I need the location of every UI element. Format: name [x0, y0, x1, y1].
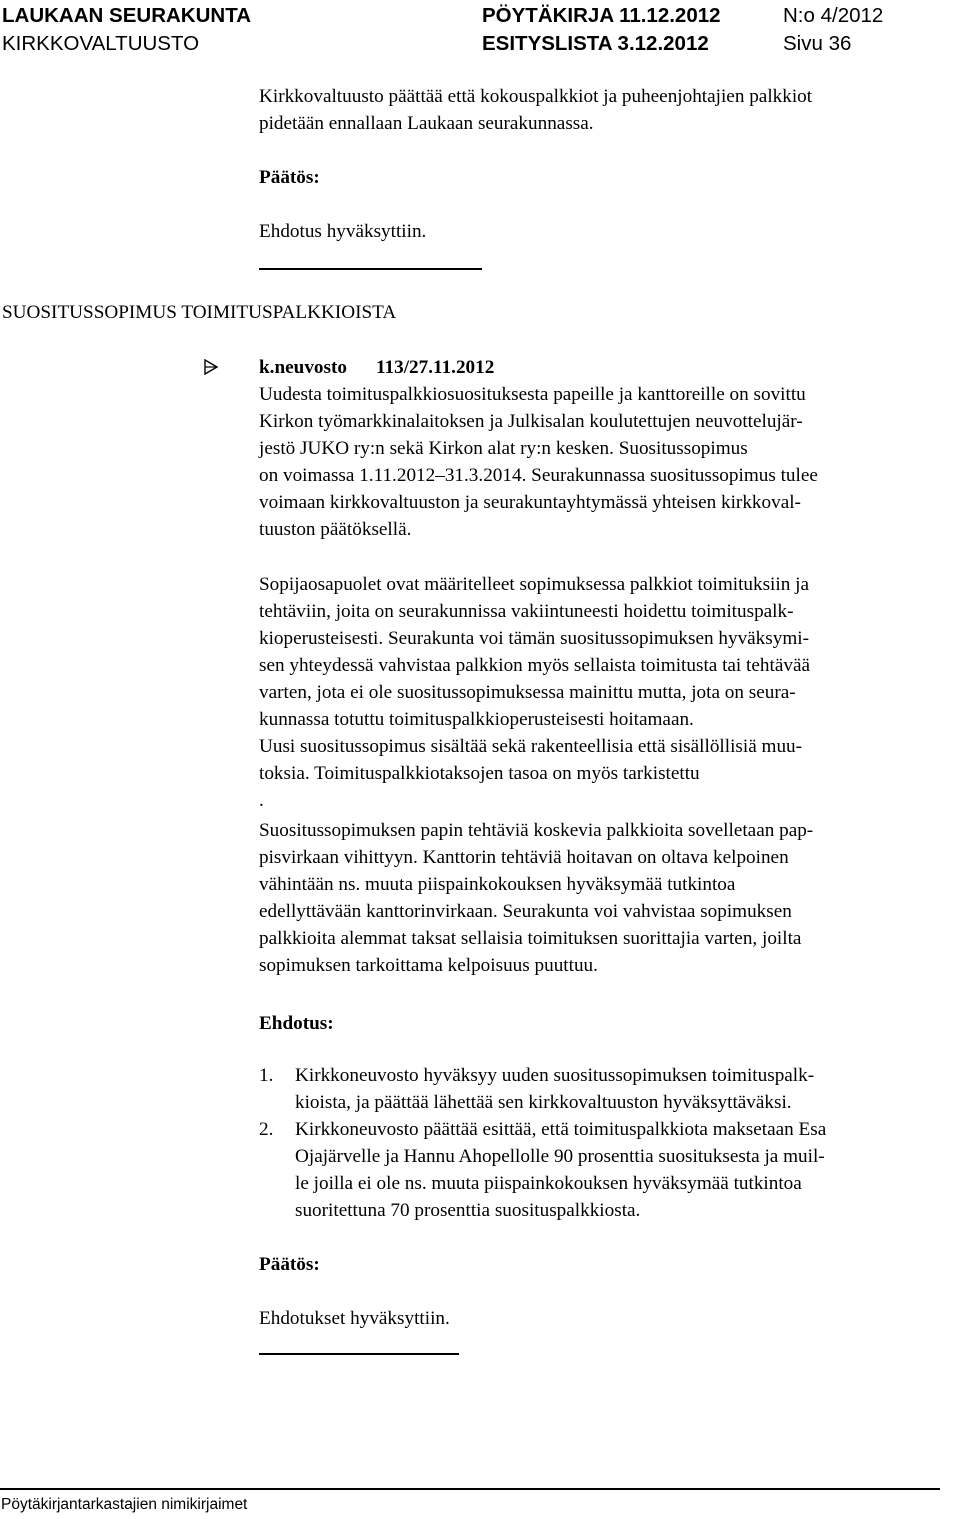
text-line: kioperusteisesti. Seurakunta voi tämän suositussopimuksen hyväksymi-	[259, 628, 809, 649]
decision-text: Ehdotus hyväksyttiin.	[259, 221, 427, 242]
text-line: on voimassa 1.11.2012–31.3.2014. Seurakunnassa suositussopimus tulee	[259, 465, 818, 486]
text-line: kunnassa totuttu toimituspalkkioperusteisesti hoitamaan.	[259, 709, 694, 730]
text-line: le joilla ei ole ns. muuta piispainkokouksen hyväksymää tutkintoa	[295, 1173, 802, 1194]
minutes-date: PÖYTÄKIRJA 11.12.2012	[482, 4, 721, 27]
separator-line	[259, 268, 482, 270]
text-line: edellyttävään kanttorinvirkaan. Seurakunta voi vahvistaa sopimuksen	[259, 901, 792, 922]
text-line: Uusi suositussopimus sisältää sekä rakenteellisia että sisällöllisiä muu-	[259, 736, 803, 757]
text-line: sen yhteydessä vahvistaa palkkion myös sellaista toimitusta tai tehtävää	[259, 655, 810, 676]
arrow-symbol-icon	[202, 354, 220, 384]
text-line: Suositussopimuksen papin tehtäviä koskevia palkkioita sovelletaan pap-	[259, 820, 814, 841]
footer-signatures: Pöytäkirjantarkastajien nimikirjaimet	[1, 1496, 248, 1513]
body-name: KIRKKOVALTUUSTO	[2, 32, 200, 55]
text-line: voimaan kirkkovaltuuston ja seurakuntayhtymässä yhteisen kirkkoval-	[259, 492, 801, 513]
text-line: suoritettuna 70 prosenttia suosituspalkkiosta.	[295, 1200, 641, 1221]
text-line: Uudesta toimituspalkkiosuosituksesta papeille ja kanttoreille on sovittu	[259, 384, 806, 405]
separator-line	[259, 1353, 459, 1355]
text-line: pisvirkaan vihittyyn. Kanttorin tehtäviä hoitavan on oltava kelpoinen	[259, 847, 789, 868]
text-line: palkkioita alemmat taksat sellaisia toimituksen suorittajia varten, joilta	[259, 928, 802, 949]
footer-rule	[0, 1488, 940, 1490]
reference-label: k.neuvosto	[259, 357, 347, 378]
proposal-number: 2.	[259, 1119, 274, 1140]
text-line: Kirkkoneuvosto hyväksyy uuden suositussopimuksen toimituspalk-	[295, 1065, 815, 1086]
text-line: tuuston päätöksellä.	[259, 519, 412, 540]
text-line: pidetään ennallaan Laukaan seurakunnassa.	[259, 113, 594, 134]
text-line: sopimuksen tarkoittama kelpoisuus puuttuu.	[259, 955, 598, 976]
text-line: toksia. Toimituspalkkiotaksojen tasoa on myös tarkistettu	[259, 763, 700, 784]
text-line: Kirkkovaltuusto päättää että kokouspalkkiot ja puheenjohtajien palkkiot	[259, 86, 813, 107]
text-line: varten, jota ei ole suositussopimuksessa mainittu mutta, jota on seura-	[259, 682, 796, 703]
section-title: SUOSITUSSOPIMUS TOIMITUSPALKKIOISTA	[2, 302, 397, 323]
agenda-date: ESITYSLISTA 3.12.2012	[482, 32, 709, 55]
text-line: jestö JUKO ry:n sekä Kirkon alat ry:n kesken. Suositussopimus	[259, 438, 748, 459]
decision-label: Päätös:	[259, 1254, 320, 1275]
text-line: Kirkkoneuvosto päättää esittää, että toimituspalkkiota maksetaan Esa	[295, 1119, 827, 1140]
org-name: LAUKAAN SEURAKUNTA	[2, 4, 252, 27]
decision-text: Ehdotukset hyväksyttiin.	[259, 1308, 450, 1329]
page-number: Sivu 36	[783, 32, 852, 55]
reference-value: 113/27.11.2012	[376, 357, 495, 378]
text-line: kioista, ja päättää lähettää sen kirkkovaltuuston hyväksyttäväksi.	[295, 1092, 792, 1113]
text-line: Ojajärvelle ja Hannu Ahopellolle 90 prosenttia suosituksesta ja muil-	[295, 1146, 825, 1167]
text-line: tehtäviin, joita on seurakunnissa vakiintuneesti hoidettu toimituspalk-	[259, 601, 794, 622]
text-line: Kirkon työmarkkinalaitoksen ja Julkisalan koulutettujen neuvottelujär-	[259, 411, 803, 432]
text-line: .	[259, 790, 264, 811]
proposal-label: Ehdotus:	[259, 1013, 334, 1034]
minutes-number: N:o 4/2012	[783, 4, 884, 27]
decision-label: Päätös:	[259, 167, 320, 188]
proposal-number: 1.	[259, 1065, 274, 1086]
text-line: vähintään ns. muuta piispainkokouksen hyväksymää tutkintoa	[259, 874, 736, 895]
text-line: Sopijaosapuolet ovat määritelleet sopimuksessa palkkiot toimituksiin ja	[259, 574, 809, 595]
